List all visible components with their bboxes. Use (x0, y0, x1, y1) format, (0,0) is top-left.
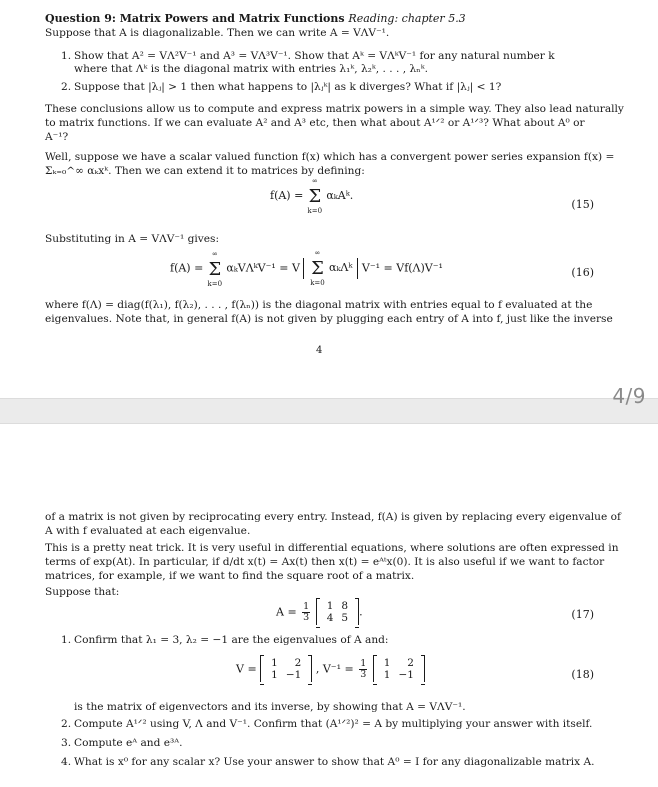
equation-17 (276, 599, 363, 625)
item4-text: What is x⁰ for any scalar x? Use your answer to show that A⁰ = I for any diagonalizable matrix A. (74, 756, 595, 768)
item1-after: is the matrix of eigenvectors and its inverse, by showing that A = VΛV⁻¹. (74, 701, 466, 713)
matrix-cell: 5 (341, 612, 349, 624)
equation-number: (15) (571, 198, 594, 211)
eq17-period: . (359, 605, 363, 619)
eq17-lhs: A = (276, 605, 297, 619)
fraction-denominator: 3 (360, 668, 367, 680)
matrix-cell: 4 (326, 612, 334, 624)
item2-text: Compute A¹ᐟ² using V, Λ and V⁻¹. Confirm that (A¹ᐟ²)² = A by multiplying your answer with itself. (74, 718, 593, 730)
matrix-cell: 1 (326, 600, 334, 612)
eq15-lhs: f(A) = (270, 189, 304, 202)
para1-line2: terms of exp(At). In particular, if d/dt x(t) = Ax(t) then x(t) = eᴬᵗx(0). It is also useful if we want to factor (45, 556, 605, 568)
matrix-cell: 2 (407, 657, 414, 669)
item-number: 1. (61, 50, 72, 62)
summation-symbol: ∞ Σ k=0 (207, 259, 223, 280)
item-number: 1. (61, 634, 72, 646)
fraction-denominator: 3 (303, 611, 310, 623)
para1-line1: These conclusions allow us to compute and express matrix powers in a simple way. They also lead naturally (45, 103, 624, 115)
eq16-inner: αₖΛᵏ (328, 261, 353, 274)
equation-16 (170, 249, 443, 288)
question-heading (45, 12, 466, 25)
matrix-cell: 8 (341, 600, 349, 612)
para1-line3: matrices, for example, if we want to find the square root of a matrix. (45, 570, 415, 582)
matrix-A (316, 599, 359, 625)
heading-title: Question 9: Matrix Powers and Matrix Functions (45, 12, 345, 25)
page-number: 4 (316, 345, 323, 356)
matrix-V (260, 656, 312, 682)
summation-symbol: ∞ Σ k=0 (307, 186, 323, 207)
para1-line2: to matrix functions. If we can evaluate A² and A³ etc, then what about A¹ᐟ² or A¹ᐟ³? What about A⁰ or (45, 117, 585, 129)
item1-line2: where that Λᵏ is the diagonal matrix with entries λ₁ᵏ, λ₂ᵏ, . . . , λₙᵏ. (74, 63, 428, 75)
para1-line1: This is a pretty neat trick. It is very useful in differential equations, where solutions are often expressed in (45, 542, 619, 554)
equation-18 (236, 656, 425, 682)
page-indicator: 4/9 (612, 384, 646, 408)
fraction (302, 602, 310, 623)
matrix-cell: −1 (398, 669, 414, 681)
sum-upper-limit: ∞ (314, 249, 321, 257)
item1-text: Confirm that λ₁ = 3, λ₂ = −1 are the eigenvalues of A and: (74, 634, 389, 646)
equation-number: (17) (571, 608, 594, 621)
summation-symbol: ∞ Σ k=0 (309, 258, 325, 279)
matrix-cell: 1 (271, 657, 278, 669)
sum-lower-limit: k=0 (207, 279, 223, 288)
intro-text: Suppose that A is diagonalizable. Then we can write A = VΛV⁻¹. (45, 27, 390, 39)
continued-line1: of a matrix is not given by reciprocating every entry. Instead, f(A) is given by replacing every eigenvalue of (45, 511, 621, 523)
para2-line1: Well, suppose we have a scalar valued function f(x) which has a convergent power series expansion f(x) = (45, 151, 615, 163)
equation-number: (18) (571, 668, 594, 681)
page-separator (0, 398, 658, 424)
para4-line2: eigenvalues. Note that, in general f(A) is not given by plugging each entry of A into f, just like the inverse (45, 313, 613, 325)
suppose-text: Suppose that: (45, 586, 120, 598)
item1-line1: Show that A² = VΛ²V⁻¹ and A³ = VΛ³V⁻¹. Show that Aᵏ = VΛᵏV⁻¹ for any natural number k (74, 50, 555, 62)
bracketed-sum (303, 249, 358, 287)
eq16-part2: V⁻¹ = Vf(Λ)V⁻¹ (361, 261, 443, 275)
matrix-cell: 1 (383, 669, 391, 681)
matrix-cell: 1 (383, 657, 391, 669)
sum-upper-limit: ∞ (211, 249, 218, 258)
pdf-page-5 (0, 424, 658, 787)
para1-line3: A⁻¹? (45, 131, 69, 143)
eq16-lhs: f(A) = (170, 261, 204, 275)
item3-text: Compute eᴬ and e³ᴬ. (74, 737, 183, 749)
fraction-numerator: 1 (303, 600, 310, 612)
matrix-cell: 1 (271, 669, 278, 681)
matrix-V-inverse (373, 656, 425, 682)
continued-line2: A with f evaluated at each eigenvalue. (45, 525, 251, 537)
para3: Substituting in A = VΛV⁻¹ gives: (45, 233, 220, 245)
item-number: 2. (61, 81, 72, 93)
equation-15 (270, 177, 354, 215)
eq16-part1: αₖVΛᵏV⁻¹ = V (226, 261, 300, 275)
eq18-mid: , V⁻¹ = (315, 662, 354, 676)
sum-upper-limit: ∞ (311, 177, 318, 185)
reading-reference: Reading: chapter 5.3 (348, 12, 466, 25)
para2-line2: Σₖ₌₀^∞ αₖxᵏ. Then we can extend it to matrices by defining: (45, 165, 365, 177)
equation-number: (16) (571, 266, 594, 279)
fraction-numerator: 1 (360, 657, 367, 669)
item2-line1: Suppose that |λⱼ| > 1 then what happens to |λⱼᵏ| as k diverges? What if |λⱼ| < 1? (74, 81, 502, 93)
item-number: 2. (61, 718, 72, 730)
item-number: 4. (61, 756, 72, 768)
item-number: 3. (61, 737, 72, 749)
eq18-V: V = (236, 662, 257, 676)
matrix-cell: −1 (285, 669, 302, 681)
para4-line1: where f(Λ) = diag(f(λ₁), f(λ₂), . . . , f(λₙ)) is the diagonal matrix with entries equal to f evaluated at the (45, 299, 593, 311)
fraction (359, 659, 367, 680)
sum-lower-limit: k=0 (310, 279, 325, 287)
eq15-rhs: αₖAᵏ. (326, 189, 354, 202)
matrix-cell: 2 (294, 657, 302, 669)
sum-lower-limit: k=0 (307, 207, 323, 215)
